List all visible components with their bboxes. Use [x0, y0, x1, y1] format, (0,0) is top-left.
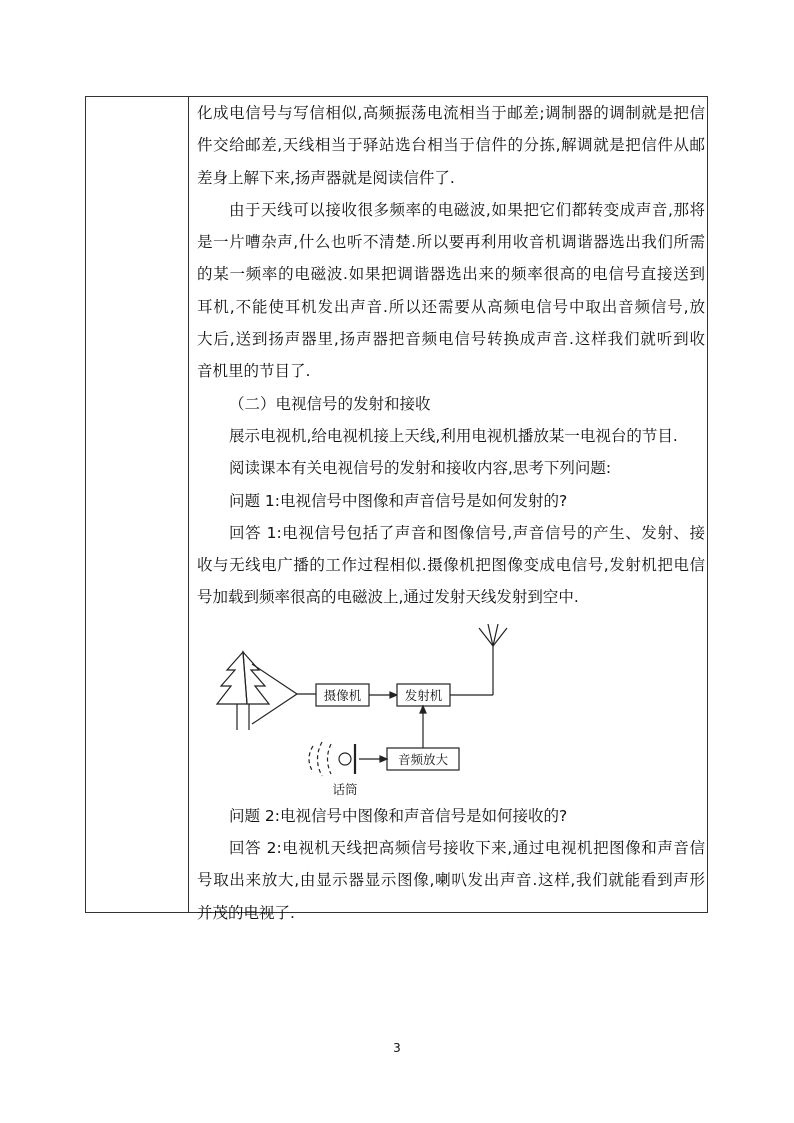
arrow-camera-to-transmitter [369, 692, 397, 698]
paragraph-line: 问题 1:电视信号中图像和声音信号是如何发射的? [229, 491, 568, 510]
paragraph-line: 回答 1:电视信号包括了声音和图像信号,声音信号的产生、发射、接 [229, 523, 705, 542]
paragraph-line: （二）电视信号的发射和接收 [229, 394, 431, 413]
antenna-icon [450, 624, 507, 695]
paragraph-line: 件交给邮差,天线相当于驿站选台相当于信件的分拣,解调就是把信件从邮 [197, 136, 705, 155]
text-block-bottom [197, 800, 705, 929]
paragraph-line: 大后,送到扬声器里,扬声器把音频电信号转换成声音.这样我们就听到收 [197, 330, 705, 349]
diagram-svg [197, 620, 705, 800]
paragraph-line: 号加载到频率很高的电磁波上,通过发射天线发射到空中. [197, 588, 579, 607]
arrow-microphone-to-amplifier [359, 756, 387, 762]
microphone-icon [309, 742, 355, 776]
camera-label: 摄像机 [323, 687, 362, 703]
content-cell [197, 97, 705, 929]
paragraph-line: 是一片嘈杂声,什么也听不清楚.所以要再利用收音机调谐器选出我们所需 [197, 233, 705, 252]
paragraph-line: 音机里的节目了. [197, 362, 311, 381]
lesson-table [85, 96, 708, 922]
paragraph-line: 化成电信号与写信相似,高频振荡电流相当于邮差;调制器的调制就是把信 [197, 104, 705, 122]
paragraph-line: 由于天线可以接收很多频率的电磁波,如果把它们都转变成声音,那将 [229, 200, 705, 219]
paragraph-line: 问题 2:电视信号中图像和声音信号是如何接收的? [229, 806, 568, 825]
paragraph-line: 阅读课本有关电视信号的发射和接收内容,思考下列问题: [229, 459, 612, 478]
microphone-label: 话筒 [332, 781, 358, 797]
amplifier-label: 音频放大 [397, 751, 449, 767]
paragraph-line: 差身上解下来,扬声器就是阅读信件了. [197, 168, 455, 187]
page-number: 3 [393, 1041, 401, 1055]
paragraph-line: 回答 2:电视机天线把高频信号接收下来,通过电视机把图像和声音信 [229, 839, 705, 858]
text-block-top [197, 97, 705, 614]
paragraph-line: 收与无线电广播的工作过程相似.摄像机把图像变成电信号,发射机把电信 [197, 556, 705, 575]
tv-transmission-diagram [197, 620, 705, 800]
arrow-amplifier-to-transmitter [420, 706, 426, 748]
column-divider [188, 97, 189, 912]
paragraph-line: 并茂的电视了. [197, 903, 295, 922]
transmitter-label: 发射机 [404, 687, 443, 703]
paragraph-line: 的某一频率的电磁波.如果把调谐器选出来的频率很高的电信号直接送到 [197, 265, 705, 284]
paragraph-line: 展示电视机,给电视机接上天线,利用电视机播放某一电视台的节目. [229, 426, 678, 445]
paragraph-line: 耳机,不能使耳机发出声音.所以还需要从高频电信号中取出音频信号,放 [197, 297, 705, 316]
paragraph-line: 号取出来放大,由显示器显示图像,喇叭发出声音.这样,我们就能看到声形 [197, 871, 705, 890]
